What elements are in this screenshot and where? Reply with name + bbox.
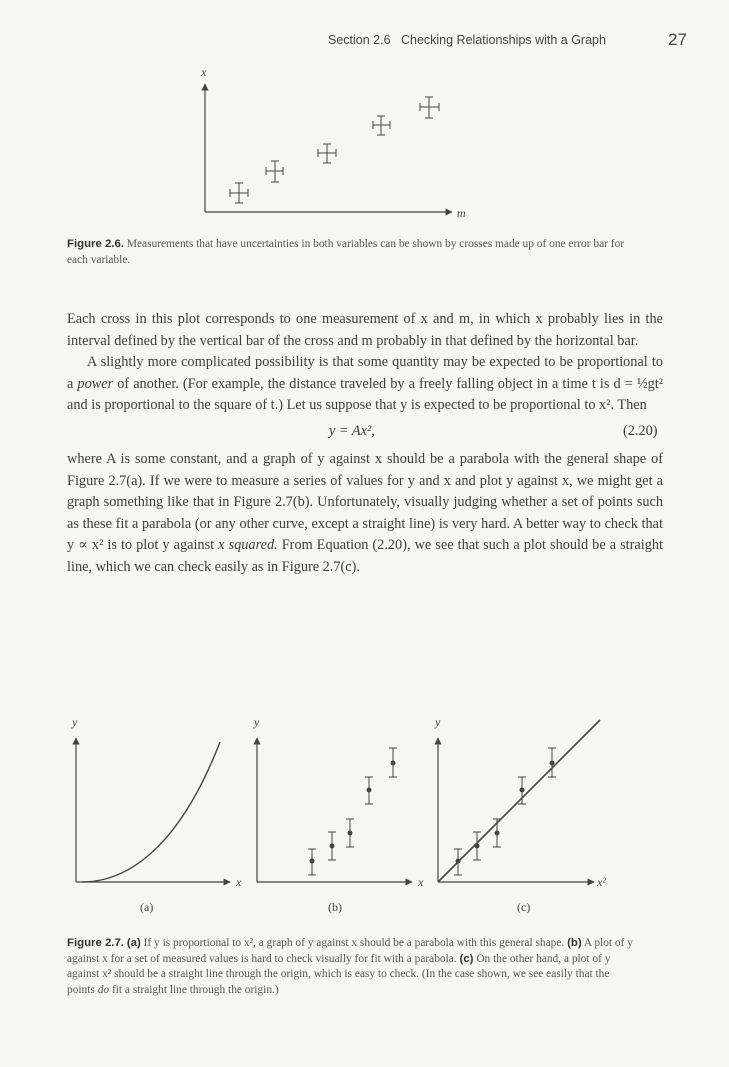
- y-axis-label: y: [435, 715, 441, 729]
- caption-label: Figure 2.6.: [67, 238, 124, 250]
- caption-label: Figure 2.7.: [67, 937, 124, 949]
- panel-c: [434, 715, 606, 914]
- error-bar-point: [389, 748, 397, 777]
- x-axis-label: x: [418, 875, 424, 889]
- x-axis-label: x²: [597, 875, 606, 889]
- panel-label: (a): [140, 900, 154, 914]
- error-bar-point: [454, 849, 462, 875]
- panel-a: [71, 715, 242, 914]
- y-axis-label: y: [72, 715, 78, 729]
- section-number: Section 2.6: [328, 33, 391, 47]
- section-title: Checking Relationships with a Graph: [400, 33, 606, 47]
- parabola-curve: [82, 742, 220, 882]
- x-axis-label: x: [236, 875, 242, 889]
- equation: y = Ax²,: [329, 423, 375, 439]
- body-text-continued: [67, 449, 663, 579]
- error-bar-point: [365, 777, 373, 804]
- y-axis-label: y: [254, 715, 260, 729]
- panel-label: (b): [328, 900, 342, 914]
- x-axis-label: m: [457, 206, 466, 220]
- figure-2-6-caption: [67, 237, 627, 268]
- data-cross: [318, 144, 336, 163]
- page-number: 27: [668, 30, 687, 49]
- y-axis-label: x: [201, 65, 207, 79]
- error-bar-point: [328, 832, 336, 860]
- equation-number: (2.20): [623, 423, 658, 439]
- error-bar-point: [548, 748, 556, 777]
- running-header: [328, 33, 606, 47]
- error-bar-point: [308, 849, 316, 875]
- data-cross: [266, 161, 283, 182]
- error-bar-point: [346, 819, 354, 847]
- panel-b: [253, 715, 424, 914]
- data-cross: [420, 97, 439, 118]
- error-bar-point: [493, 819, 501, 847]
- paragraph: A slightly more complicated possibility is that some quantity may be expected to be proportional to a power of another. (For example, the distance traveled by a freely falling object in a time t is d = ½gt² and is proportional to the square of t.) Let us suppose that y is expected to be proportional to x². Then: [67, 354, 663, 414]
- body-text: [67, 309, 663, 417]
- data-cross: [230, 183, 248, 203]
- caption-text: Measurements that have uncertainties in both variables can be shown by crosses made up of one error bar for each variable.: [67, 238, 625, 266]
- paragraph: Each cross in this plot corresponds to one measurement of x and m, in which x probably lies in the interval defined by the vertical bar of the cross and m probably in that defined by the horizontal bar.: [67, 311, 663, 349]
- figure-2-7-plots: [60, 708, 620, 928]
- figure-2-6-plot: [190, 60, 490, 225]
- figure-2-7-caption: Figure 2.7. (a) If y is proportional to x², a graph of y against x should be a parabola with this general shape. (b) A plot of y against x for a set of measured values is hard to check visually for fit with a parabola. (c) On the other hand, a plot of y against x² should be a straight line through the origin, which is easy to check. (In the case shown, we see easily that the points do fit a straight line through the origin.): [67, 937, 633, 996]
- fit-line: [438, 720, 600, 882]
- panel-label: (c): [517, 900, 531, 914]
- data-cross: [373, 116, 390, 135]
- paragraph: where A is some constant, and a graph of y against x should be a parabola with the general shape of Figure 2.7(a). If we were to measure a series of values for y and x and plot y against x, we might get a graph something like that in Figure 2.7(b). Unfortunately, visually judging whether a set of points such as these fit a parabola (or any other curve, except a straight line) is very hard. A better way to check that y ∝ x² is to plot y against x squared. From Equation (2.20), we see that such a plot should be a straight line, which we can check easily as in Figure 2.7(c).: [67, 451, 663, 575]
